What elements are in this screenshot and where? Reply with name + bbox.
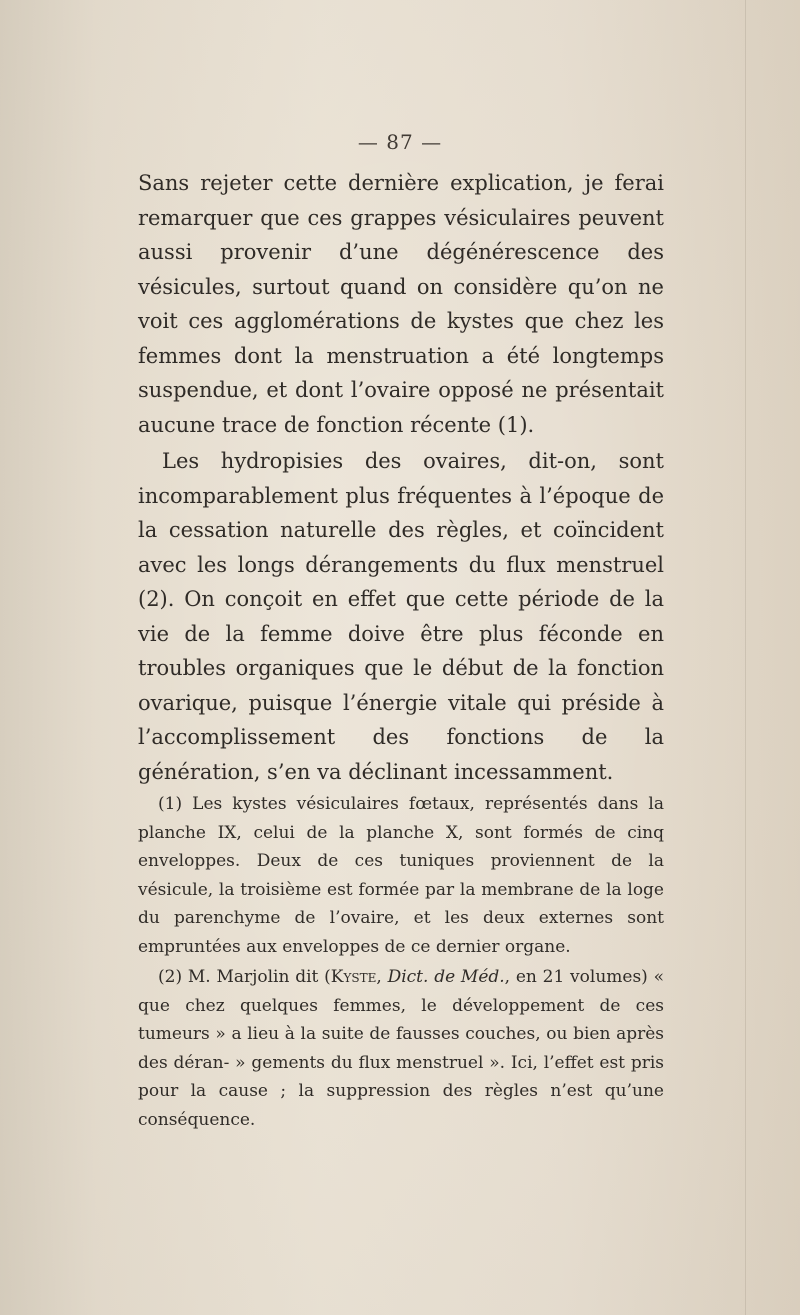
main-text <box>138 166 664 789</box>
footnotes <box>138 790 664 1134</box>
footnote-2-middle: , <box>376 967 388 987</box>
footnote-1: (1) Les kystes vésiculaires fœtaux, représentés dans la planche IX, celui de la planche X, sont formés de cinq enveloppes. Deux de ces tuniques proviennent de la vésicule, la troisième est formée par la membrane de la loge du parenchyme de l’ovaire, et les deux externes sont empruntées aux enveloppes de ce dernier organe. <box>138 794 664 957</box>
footnote-2-small-caps: Kyste <box>330 967 377 987</box>
page-fold-line <box>745 0 746 1315</box>
main-paragraph-2: Les hydropisies des ovaires, dit-on, sont incomparablement plus fréquentes à l’époque de la cessation naturelle des règles, et coïncident avec les longs dérangements du flux menstruel (2). On conçoit en effet que cette période de la vie de la femme doive être plus féconde en troubles organiques que le début de la fonction ovarique, puisque l’énergie vitale qui préside à l’accomplissement des fonctions de la génération, s’en va déclinant incessamment. <box>138 449 664 784</box>
page-number: — 87 — <box>357 130 443 154</box>
main-paragraph-1: Sans rejeter cette dernière explication, je ferai remarquer que ces grappes vésiculaires peuvent aussi provenir d’une dégénérescence des vésicules, surtout quand on considère qu’on ne voit ces agglomérations de kystes que chez les femmes dont la menstruation a été longtemps suspendue, et dont l’ovaire opposé ne présentait aucune trace de fonction récente (1). <box>138 171 664 437</box>
footnote-2-prefix: (2) M. Marjolin dit ( <box>158 967 331 987</box>
footnote-2-italic: Dict. de Méd. <box>387 967 505 987</box>
footnote-2-suffix: , en 21 volumes) « que chez quelques femmes, le développement de ces tumeurs » a lieu à la suite de fausses couches, ou bien après des déran- » gements du flux menstruel ». Ici, l’effet est pris pour la cause ; la suppression des règles n’est qu’une conséquence. <box>138 967 664 1130</box>
footnote-2 <box>138 963 664 1134</box>
